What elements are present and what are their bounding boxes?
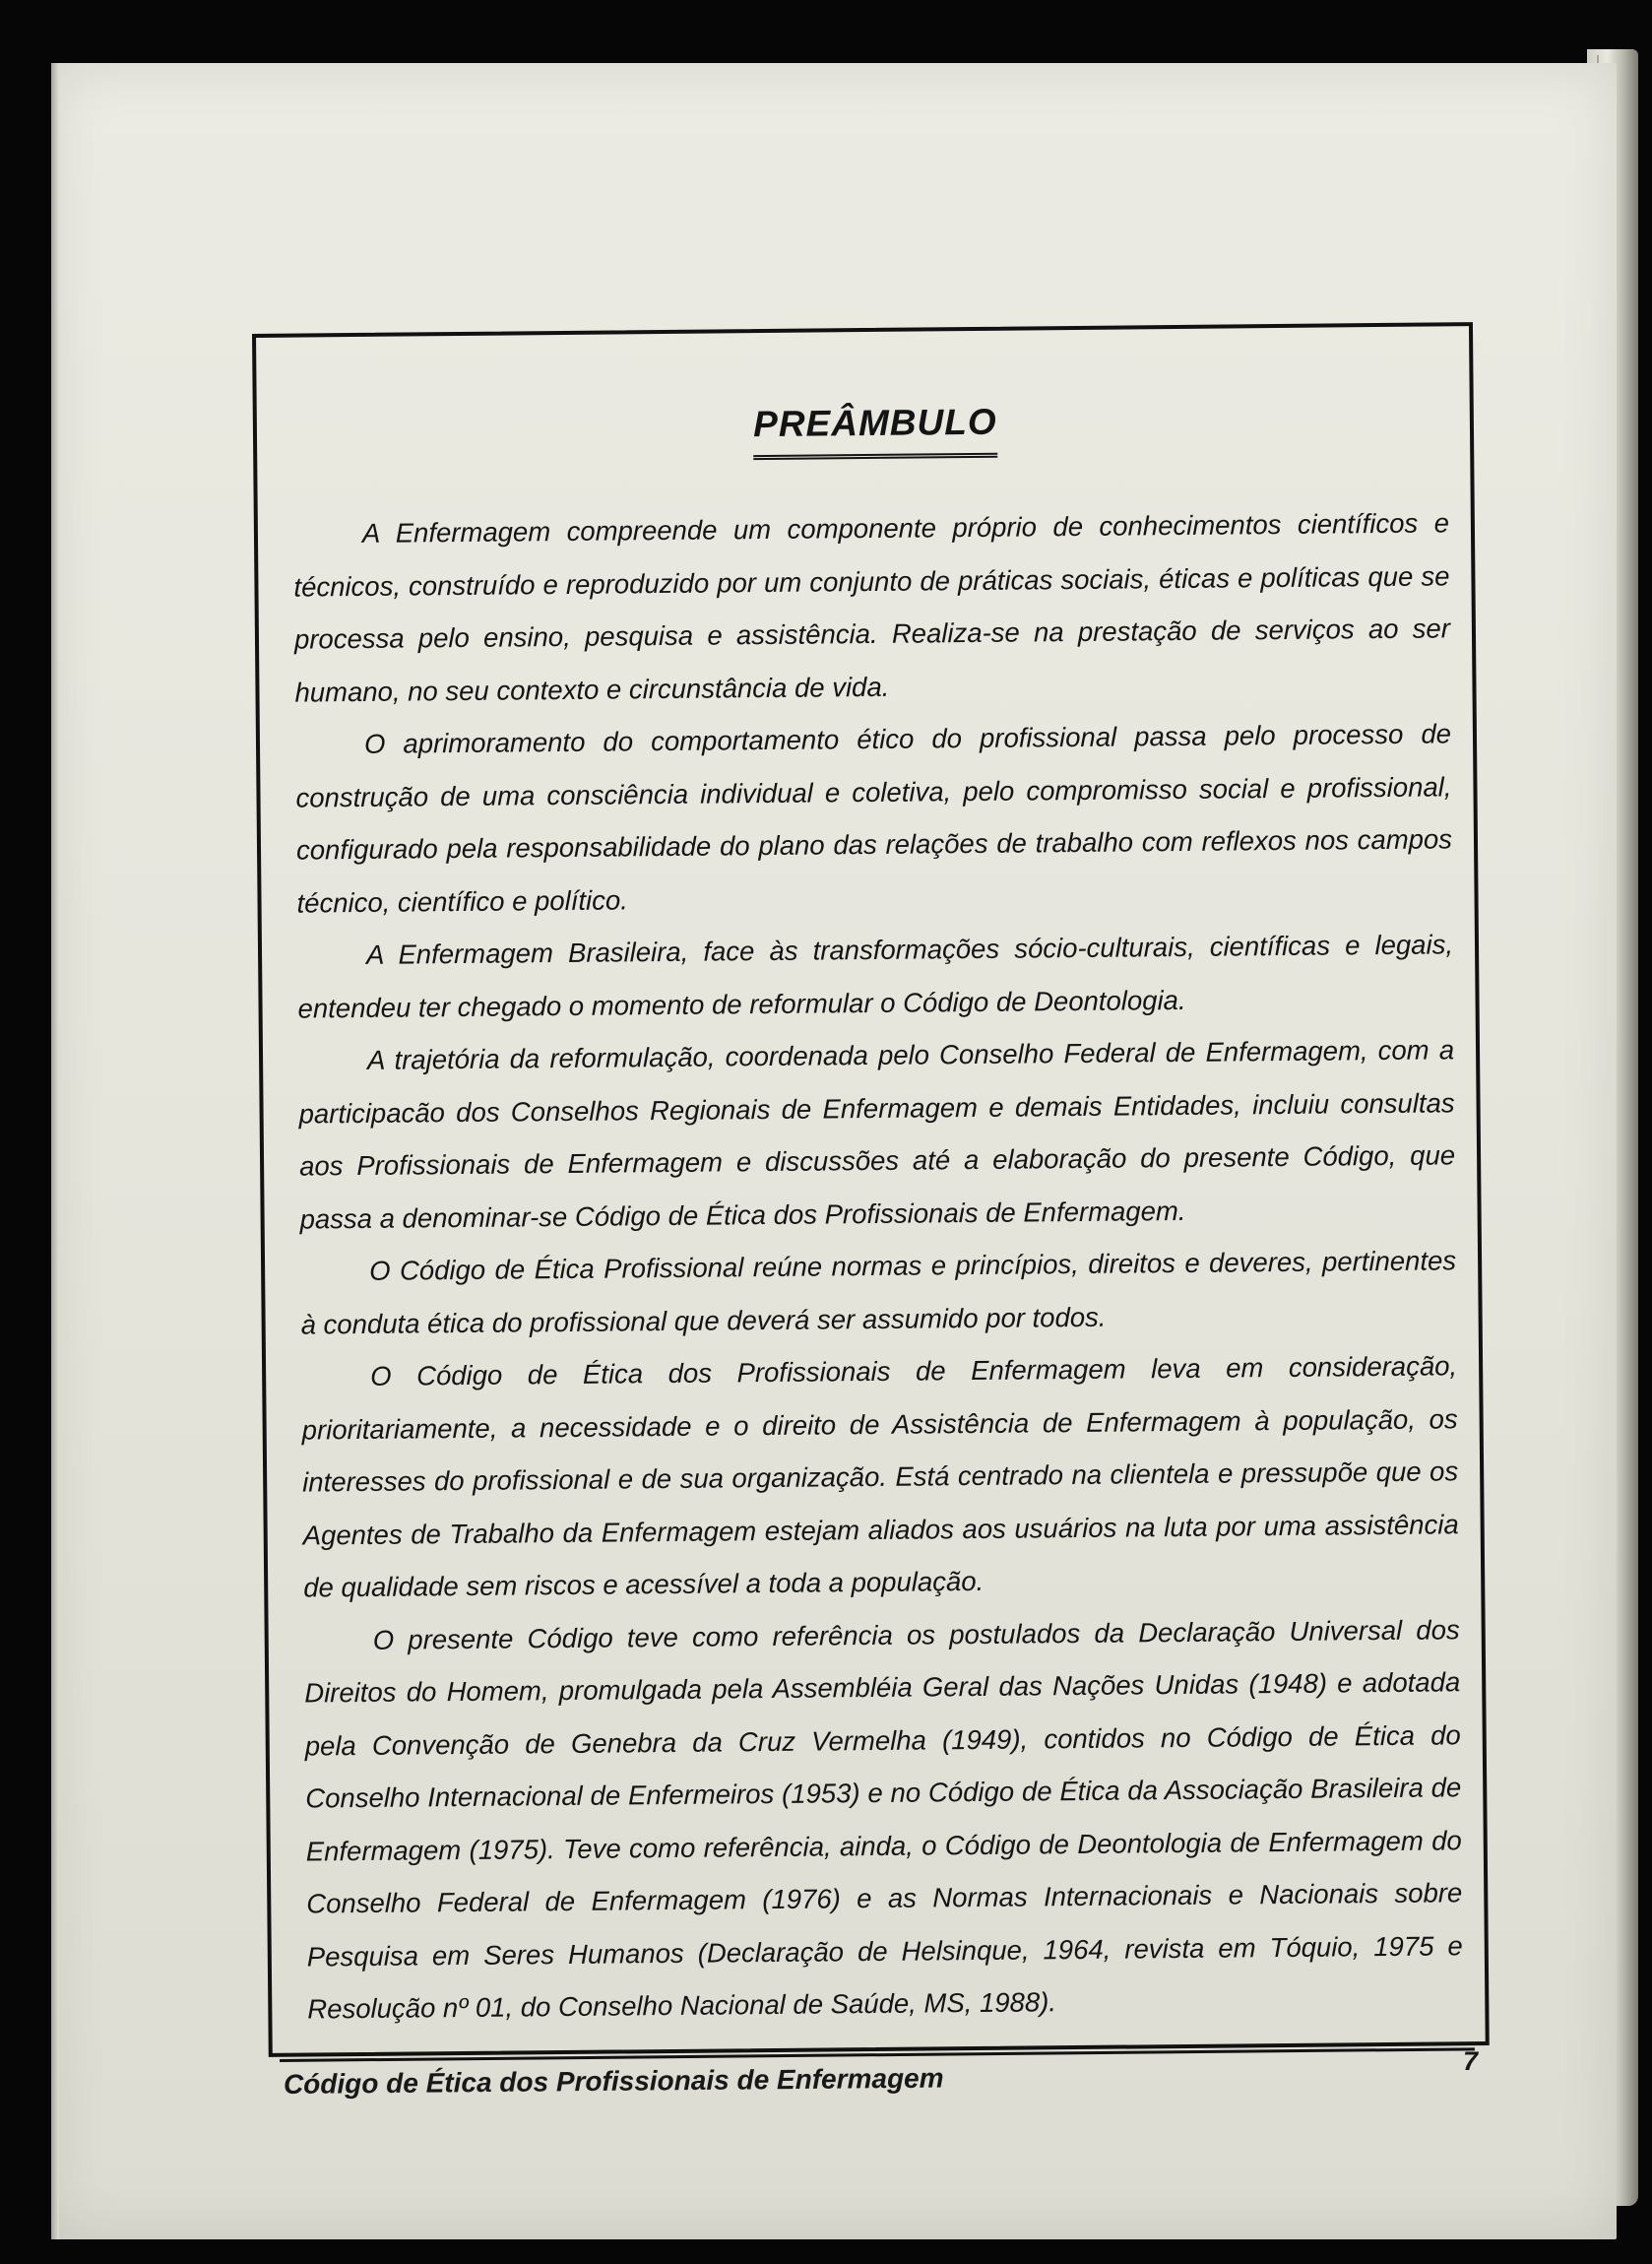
- page-title: [292, 397, 1448, 464]
- paragraph-1: A Enfermagem compreende um componente próprio de conhecimentos científicos e técnicos, construído e reproduzido por um conjunto de práticas sociais, éticas e políticas que se processa pelo ensino, pesquisa e assistência. Realiza-se na prestação de serviços ao ser humano, no seu contexto e circunstância de vida.: [293, 507, 1451, 708]
- paragraph-7: O presente Código teve como referência os postulados da Declaração Universal dos Direitos do Homem, promulgada pela Assembléia Geral das Nações Unidas (1948) e adotada pela Convenção de Genebra da Cruz Vermelha (1949), contidos no Código de Ética do Conselho Internacional de Enfermeiros (1953) e no Código de Ética da Associação Brasileira de Enfermagem (1975). Teve como referência, ainda, o Código de Deontologia de Enfermagem do Conselho Federal de Enfermagem (1976) e as Normas Internacionais e Nacionais sobre Pesquisa em Seres Humanos (Declaração de Helsinque, 1964, revista em Tóquio, 1975 e Resolução nº 01, do Conselho Nacional de Saúde, MS, 1988).: [304, 1613, 1463, 2025]
- page-number: 7: [1463, 2046, 1479, 2076]
- page-title-text: PREÂMBULO: [753, 402, 997, 460]
- running-footer-title: Código de Ética dos Profissionais de Enfermagem: [283, 2062, 944, 2100]
- preamble-content: [292, 397, 1464, 2036]
- paragraph-3: A Enfermagem Brasileira, face às transformações sócio-culturais, científicas e legais, entendeu ter chegado o momento de reformular o Código de Deontologia.: [297, 929, 1454, 1024]
- paragraph-5: O Código de Ética Profissional reúne normas e princípios, direitos e deveres, pertinentes à conduta ética do profissional que deverá ser assumido por todos.: [300, 1245, 1457, 1340]
- text-frame: [252, 322, 1490, 2057]
- document-page: [51, 63, 1617, 2239]
- paragraph-2: O aprimoramento do comportamento ético do profissional passa pelo processo de construção de uma consciência individual e coletiva, pelo compromisso social e profissional, configurado pela responsabilidade do plano das relações de trabalho com reflexos nos campos técnico, científico e político.: [295, 718, 1453, 919]
- binding-edge: [51, 63, 59, 2239]
- paragraph-4: A trajetória da reformulação, coordenada pelo Conselho Federal de Enfermagem, com a participacão dos Conselhos Regionais de Enfermagem e demais Entidades, incluiu consultas aos Profissionais de Enfermagem e discussões até a elaboração do presente Código, que passa a denominar-se Código de Ética dos Profissionais de Enfermagem.: [298, 1034, 1456, 1235]
- paragraph-6: O Código de Ética dos Profissionais de Enfermagem leva em consideração, prioritariamente, a necessidade e o direito de Assistência de Enfermagem à população, os interesses do profissional e de sua organização. Está centrado na clientela e pressupõe que os Agentes de Trabalho da Enfermagem estejam aliados aos usuários na luta por uma assistência de qualidade sem riscos e acessível a toda a população.: [301, 1350, 1459, 1603]
